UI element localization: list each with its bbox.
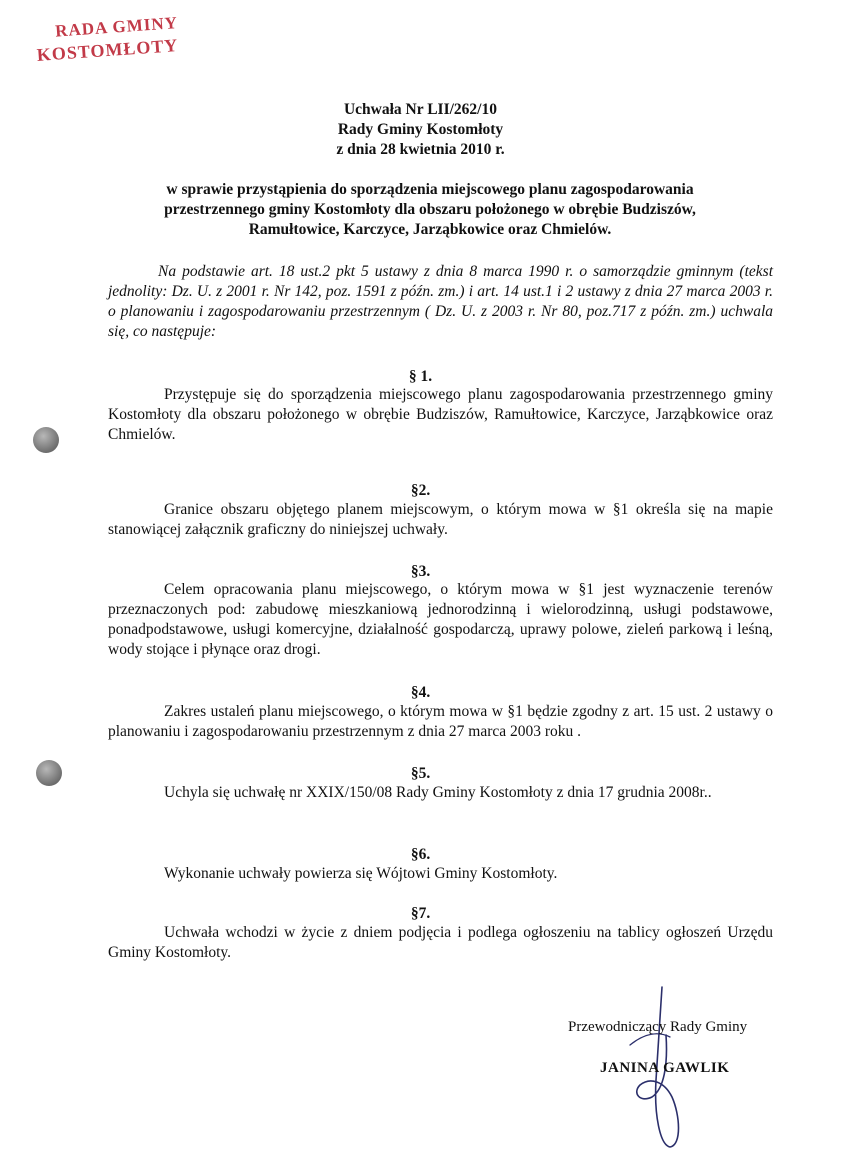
section-heading: §7. xyxy=(410,905,431,922)
section-text: Celem opracowania planu miejscowego, o którym mowa w §1 jest wyznaczenie terenów przeznaczonych pod: zabudowę mieszkaniową jednorodzinną i wielorodzinną, usługi podstawowe, ponadpodstawowe, usługi komercyjne, działalność gospodarczą, uprawy polowe, zieleń parkową i leśną, wody stojące i płynące oraz drogi. xyxy=(108,581,773,658)
resolution-subject: w sprawie przystąpienia do sporządzenia miejscowego planu zagospodarowania przestrzennego gminy Kostomłoty dla obszaru położonego w obrębie Budziszów, Ramułtowice, Karczyce, Jarząbkowice oraz Chmielów. xyxy=(164,181,696,238)
signatory-name: JANINA GAWLIK xyxy=(600,1060,730,1076)
stamp-line-2: KOSTOMŁOTY xyxy=(36,35,179,66)
legal-basis: Na podstawie art. 18 ust.2 pkt 5 ustawy z dnia 8 marca 1990 r. o samorządzie gminnym (tekst jednolity: Dz. U. z 2001 r. Nr 142, poz. 1591 z późn. zm.) i art. 14 ust.1 i 2 ustawy z dnia 27 marca 2003 r. o planowaniu i zagospodarowaniu przestrzennym ( Dz. U. z 2003 r. Nr 80, poz.717 z późn. zm.) uchwala się, co następuje: xyxy=(108,263,773,340)
section-heading: §5. xyxy=(410,765,431,782)
section-heading: § 1. xyxy=(408,368,433,385)
section-heading: §3. xyxy=(410,563,431,580)
punch-hole-icon xyxy=(33,427,59,453)
section-text: Uchyla się uchwałę nr XXIX/150/08 Rady Gminy Kostomłoty z dnia 17 grudnia 2008r.. xyxy=(164,784,712,801)
signatory-title: Przewodniczący Rady Gminy xyxy=(568,1019,748,1035)
section-heading: §4. xyxy=(410,684,431,701)
stamp-line-1: RADA GMINY xyxy=(54,13,179,41)
section-text: Przystępuje się do sporządzenia miejscowego planu zagospodarowania przestrzennego gminy Kostomłoty dla obszaru położonego w obrębie Budziszów, Ramułtowice, Karczyce, Jarząbkowice oraz Chmielów. xyxy=(108,386,773,443)
council-stamp xyxy=(35,13,181,67)
section-text: Uchwała wchodzi w życie z dniem podjęcia i podlega ogłoszeniu na tablicy ogłoszeń Urzędu Gminy Kostomłoty. xyxy=(108,924,773,961)
resolution-date: z dnia 28 kwietnia 2010 r. xyxy=(336,141,505,158)
section-text: Granice obszaru objętego planem miejscowym, o którym mowa w §1 określa się na mapie stanowiącej załącznik graficzny do niniejszej uchwały. xyxy=(108,501,773,538)
section-text: Wykonanie uchwały powierza się Wójtowi Gminy Kostomłoty. xyxy=(164,865,558,882)
section-heading: §2. xyxy=(410,482,431,499)
section-text: Zakres ustaleń planu miejscowego, o którym mowa w §1 będzie zgodny z art. 15 ust. 2 ustawy o planowaniu i zagospodarowaniu przestrzennym z dnia 27 marca 2003 roku . xyxy=(108,703,773,740)
council-name: Rady Gminy Kostomłoty xyxy=(337,121,504,138)
resolution-number: Uchwała Nr LII/262/10 xyxy=(343,101,497,118)
section-heading: §6. xyxy=(410,846,431,863)
